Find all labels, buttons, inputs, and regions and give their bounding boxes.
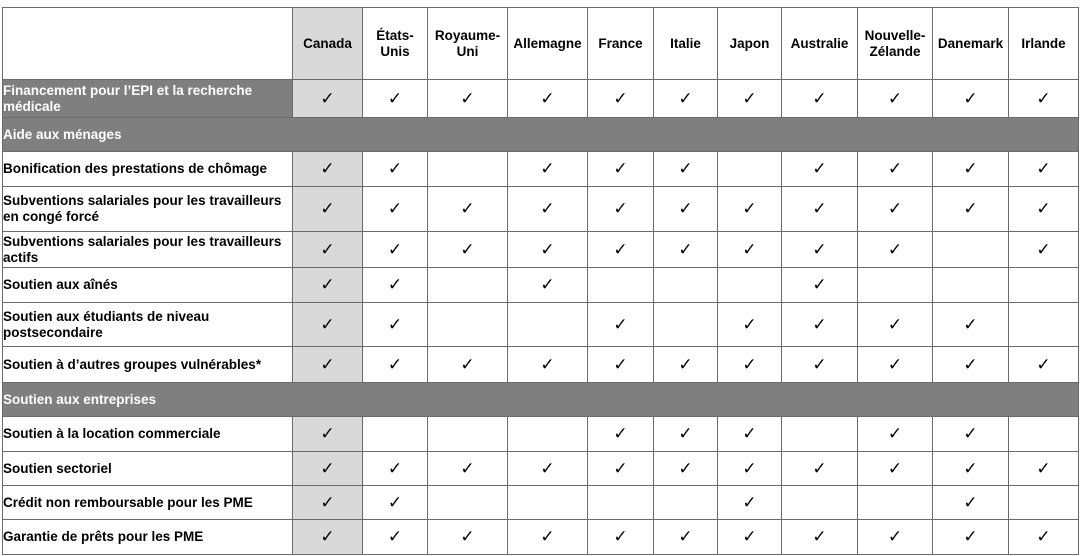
check-icon: ✓ xyxy=(654,347,718,383)
empty-cell xyxy=(428,303,508,347)
check-icon: ✓ xyxy=(718,80,782,118)
check-icon: ✓ xyxy=(293,347,363,383)
check-icon: ✓ xyxy=(1009,347,1079,383)
check-icon: ✓ xyxy=(782,268,858,303)
check-icon: ✓ xyxy=(508,80,588,118)
check-icon: ✓ xyxy=(858,187,933,232)
check-icon: ✓ xyxy=(858,417,933,452)
row-label: Soutien sectoriel xyxy=(3,452,293,486)
table-row xyxy=(3,486,1079,520)
check-icon: ✓ xyxy=(654,80,718,118)
check-icon: ✓ xyxy=(363,303,428,347)
check-icon: ✓ xyxy=(363,232,428,268)
table-row xyxy=(3,187,1079,232)
check-icon: ✓ xyxy=(782,80,858,118)
check-icon: ✓ xyxy=(508,347,588,383)
empty-cell xyxy=(508,486,588,520)
empty-cell xyxy=(782,486,858,520)
check-icon: ✓ xyxy=(1009,80,1079,118)
check-icon: ✓ xyxy=(293,303,363,347)
check-icon: ✓ xyxy=(858,80,933,118)
section-row xyxy=(3,383,1079,417)
check-icon: ✓ xyxy=(428,232,508,268)
empty-cell xyxy=(782,417,858,452)
check-icon: ✓ xyxy=(363,80,428,118)
empty-cell xyxy=(588,486,654,520)
check-icon: ✓ xyxy=(293,187,363,232)
check-icon: ✓ xyxy=(588,520,654,555)
empty-cell xyxy=(428,486,508,520)
check-icon: ✓ xyxy=(933,80,1009,118)
check-icon: ✓ xyxy=(718,452,782,486)
check-icon: ✓ xyxy=(508,268,588,303)
check-icon: ✓ xyxy=(1009,520,1079,555)
check-icon: ✓ xyxy=(428,187,508,232)
check-icon: ✓ xyxy=(782,452,858,486)
check-icon: ✓ xyxy=(363,452,428,486)
empty-cell xyxy=(654,303,718,347)
empty-cell xyxy=(508,417,588,452)
row-label: Subventions salariales pour les travailleurs actifs xyxy=(3,232,293,268)
check-icon: ✓ xyxy=(293,232,363,268)
check-icon: ✓ xyxy=(588,152,654,187)
check-icon: ✓ xyxy=(293,152,363,187)
check-icon: ✓ xyxy=(782,232,858,268)
check-icon: ✓ xyxy=(508,520,588,555)
empty-cell xyxy=(718,152,782,187)
check-icon: ✓ xyxy=(363,486,428,520)
check-icon: ✓ xyxy=(782,347,858,383)
row-label: Financement pour l’EPI et la recherche médicale xyxy=(3,80,293,118)
check-icon: ✓ xyxy=(654,187,718,232)
table-row xyxy=(3,347,1079,383)
check-icon: ✓ xyxy=(363,152,428,187)
column-header-0: Canada xyxy=(293,8,363,80)
empty-cell xyxy=(428,268,508,303)
check-icon: ✓ xyxy=(363,347,428,383)
check-icon: ✓ xyxy=(858,347,933,383)
corner-cell xyxy=(3,8,293,80)
table-row xyxy=(3,232,1079,268)
row-label: Garantie de prêts pour les PME xyxy=(3,520,293,555)
row-label: Soutien à la location commerciale xyxy=(3,417,293,452)
check-icon: ✓ xyxy=(654,520,718,555)
check-icon: ✓ xyxy=(933,152,1009,187)
empty-cell xyxy=(428,152,508,187)
table-row xyxy=(3,80,1079,118)
check-icon: ✓ xyxy=(1009,452,1079,486)
check-icon: ✓ xyxy=(588,232,654,268)
check-icon: ✓ xyxy=(1009,152,1079,187)
empty-cell xyxy=(858,486,933,520)
check-icon: ✓ xyxy=(782,187,858,232)
row-label: Soutien aux étudiants de niveau postsecondaire xyxy=(3,303,293,347)
check-icon: ✓ xyxy=(588,80,654,118)
row-label: Subventions salariales pour les travailleurs en congé forcé xyxy=(3,187,293,232)
table-row xyxy=(3,520,1079,555)
empty-cell xyxy=(1009,417,1079,452)
check-icon: ✓ xyxy=(293,268,363,303)
check-icon: ✓ xyxy=(293,520,363,555)
check-icon: ✓ xyxy=(508,452,588,486)
empty-cell xyxy=(363,417,428,452)
empty-cell xyxy=(718,268,782,303)
check-icon: ✓ xyxy=(654,417,718,452)
check-icon: ✓ xyxy=(718,417,782,452)
check-icon: ✓ xyxy=(428,520,508,555)
column-header-8: Nouvelle- Zélande xyxy=(858,8,933,80)
check-icon: ✓ xyxy=(933,417,1009,452)
check-icon: ✓ xyxy=(363,520,428,555)
empty-cell xyxy=(654,486,718,520)
check-icon: ✓ xyxy=(858,232,933,268)
check-icon: ✓ xyxy=(293,486,363,520)
check-icon: ✓ xyxy=(428,347,508,383)
column-header-3: Allemagne xyxy=(508,8,588,80)
row-label: Crédit non remboursable pour les PME xyxy=(3,486,293,520)
row-label: Soutien à d’autres groupes vulnérables* xyxy=(3,347,293,383)
check-icon: ✓ xyxy=(363,268,428,303)
section-label: Soutien aux entreprises xyxy=(3,383,1079,417)
check-icon: ✓ xyxy=(508,152,588,187)
check-icon: ✓ xyxy=(933,303,1009,347)
header-row xyxy=(3,8,1079,80)
section-label: Aide aux ménages xyxy=(3,118,1079,152)
check-icon: ✓ xyxy=(363,187,428,232)
table-row xyxy=(3,152,1079,187)
table-row xyxy=(3,268,1079,303)
empty-cell xyxy=(1009,486,1079,520)
column-header-7: Australie xyxy=(782,8,858,80)
check-icon: ✓ xyxy=(1009,232,1079,268)
check-icon: ✓ xyxy=(933,452,1009,486)
comparison-table xyxy=(2,7,1079,555)
check-icon: ✓ xyxy=(654,452,718,486)
column-header-2: Royaume- Uni xyxy=(428,8,508,80)
empty-cell xyxy=(588,268,654,303)
empty-cell xyxy=(933,268,1009,303)
check-icon: ✓ xyxy=(718,303,782,347)
table-row xyxy=(3,452,1079,486)
check-icon: ✓ xyxy=(588,452,654,486)
column-header-1: États- Unis xyxy=(363,8,428,80)
check-icon: ✓ xyxy=(933,347,1009,383)
column-header-10: Irlande xyxy=(1009,8,1079,80)
check-icon: ✓ xyxy=(718,187,782,232)
column-header-5: Italie xyxy=(654,8,718,80)
check-icon: ✓ xyxy=(858,452,933,486)
check-icon: ✓ xyxy=(654,232,718,268)
check-icon: ✓ xyxy=(718,232,782,268)
section-row xyxy=(3,118,1079,152)
check-icon: ✓ xyxy=(588,187,654,232)
check-icon: ✓ xyxy=(588,303,654,347)
empty-cell xyxy=(858,268,933,303)
check-icon: ✓ xyxy=(718,520,782,555)
check-icon: ✓ xyxy=(718,347,782,383)
check-icon: ✓ xyxy=(933,187,1009,232)
empty-cell xyxy=(508,303,588,347)
table-row xyxy=(3,417,1079,452)
table-body xyxy=(3,80,1079,555)
check-icon: ✓ xyxy=(428,80,508,118)
column-header-4: France xyxy=(588,8,654,80)
check-icon: ✓ xyxy=(858,152,933,187)
check-icon: ✓ xyxy=(293,417,363,452)
empty-cell xyxy=(933,232,1009,268)
check-icon: ✓ xyxy=(933,520,1009,555)
check-icon: ✓ xyxy=(858,303,933,347)
check-icon: ✓ xyxy=(1009,187,1079,232)
check-icon: ✓ xyxy=(782,520,858,555)
table-row xyxy=(3,303,1079,347)
column-header-6: Japon xyxy=(718,8,782,80)
check-icon: ✓ xyxy=(293,452,363,486)
check-icon: ✓ xyxy=(428,452,508,486)
check-icon: ✓ xyxy=(782,303,858,347)
empty-cell xyxy=(1009,268,1079,303)
check-icon: ✓ xyxy=(718,486,782,520)
check-icon: ✓ xyxy=(588,417,654,452)
check-icon: ✓ xyxy=(858,520,933,555)
column-header-9: Danemark xyxy=(933,8,1009,80)
empty-cell xyxy=(428,417,508,452)
check-icon: ✓ xyxy=(293,80,363,118)
check-icon: ✓ xyxy=(782,152,858,187)
empty-cell xyxy=(654,268,718,303)
row-label: Soutien aux aînés xyxy=(3,268,293,303)
empty-cell xyxy=(1009,303,1079,347)
check-icon: ✓ xyxy=(508,187,588,232)
check-icon: ✓ xyxy=(508,232,588,268)
check-icon: ✓ xyxy=(654,152,718,187)
check-icon: ✓ xyxy=(588,347,654,383)
check-icon: ✓ xyxy=(933,486,1009,520)
row-label: Bonification des prestations de chômage xyxy=(3,152,293,187)
